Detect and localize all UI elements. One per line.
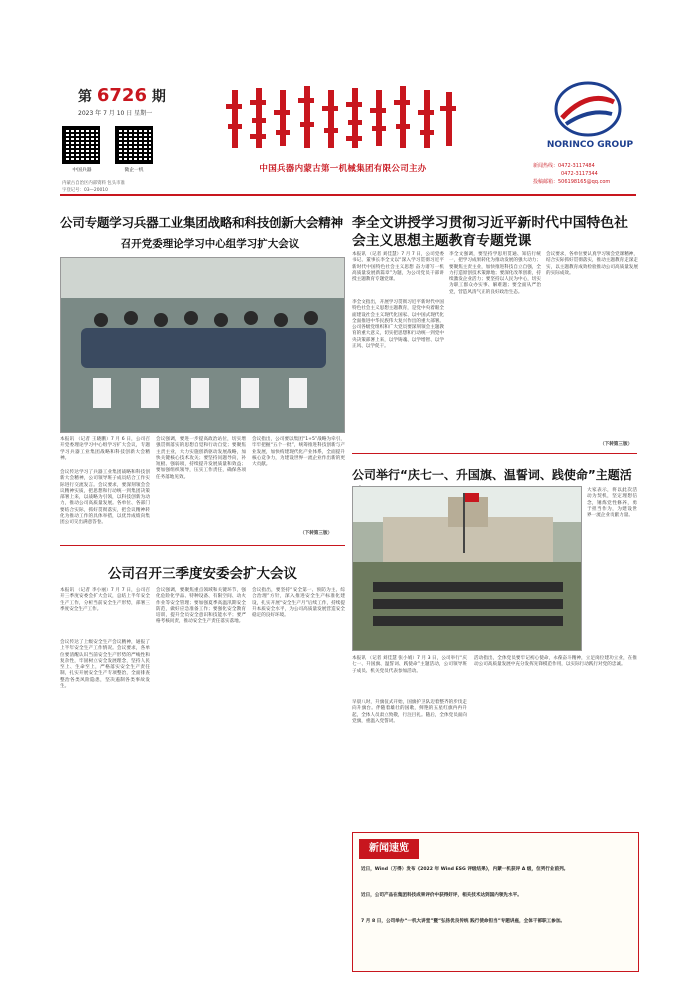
issue-suffix: 期 (151, 89, 166, 105)
article1-lead: 本报讯 （记者 王晓鹏）7 月 6 日，公司召开党委理论学习中心组学习扩大会议，专题学习兵器工业集团战略和科技创新大会精神。 (60, 437, 150, 461)
article4-col3: 大家表示，将以此次活动为契机，坚定理想信念，锤炼党性修养，勇于担当作为，为建设世界一流企业贡献力量。 (587, 488, 637, 519)
qr-code-right (115, 126, 153, 164)
article4-col2: 活动指出，全体党员要牢记初心使命，永葆奋斗精神，立足岗位建功立业，在推动公司高质量发展中充分发挥先锋模范作用，以实际行动践行对党的忠诚。 (474, 656, 637, 668)
norinco-logo-icon (548, 80, 628, 138)
article2-col3: 会议要求，各单位要认真学习领会党课精神，结合实际抓好贯彻落实，推动主题教育走深走实，以主题教育成效检验推动公司高质量发展的实际成效。 (546, 252, 638, 276)
article1-col1: 会议传达学习了兵器工业集团战略和科技创新大会精神，公司领导班子成员结合工作实际进行交流发言。会议要求，要深刻领会会议精神实质，把思想和行动统一到集团决策部署上来，以战略为引领，以科技创新为动力，推动公司高质量发展。各单位、各部门要结合实际，抓好贯彻落实，把会议精神转化为推动工作的具体举措，以优异成绩向集团公司交出满意答卷。 (60, 470, 150, 526)
contact-hotline-2: 0472-3117344 (561, 171, 598, 177)
masthead-divider (60, 194, 636, 196)
article1-continued: （下转第三版） (300, 531, 333, 536)
news-brief-box (352, 832, 639, 972)
article4-photo (352, 486, 582, 651)
contact-email: 投稿邮箱：506198165@qq.com (533, 179, 611, 185)
article2-continued: （下转第三版） (600, 442, 633, 447)
qr-right-label: 微企一机 (124, 168, 144, 173)
article1-col3: 会议指出，公司要以集团“1+5”战略为牵引，牢牢把握“五个一批”，统筹推进科技创新与产业发展，加快构建现代化产业体系，全面提升核心竞争力，为建设世界一流企业作出新的更大贡献。 (252, 437, 345, 468)
article2-lead: 本报讯 （记者 刘佳慧）7 月 7 日，公司党委书记、董事长李全文以“深入学习贯彻习近平新时代中国特色社会主义思想 奋力谱写一机高质量发展新篇章”为题，为公司党员干部讲授主题教育专题党课。 (352, 252, 444, 283)
news-brief-title: 新闻速览 (359, 839, 419, 859)
divider-2 (352, 453, 637, 454)
article4-lead: 本报讯 （记者 刘佳慧 张小娟）7 月 3 日，公司举行“庆七一、升国旗、温誓词、践使命”主题活动，公司领导班子成员、机关党员代表参加活动。 (352, 656, 467, 674)
article1-col2: 会议强调，要进一步提高政治站位，切实增强贯彻落实的思想自觉和行动自觉；要聚焦主责主业，大力实施创新驱动发展战略，加快关键核心技术攻关；要坚持问题导向，补短板、强弱项，持续提升发展质量和效益；要加强组织领导，压实工作责任，确保各项任务落地见效。 (156, 437, 246, 480)
article3-col2: 会议强调，要聚焦重点领域和关键环节，强化危险化学品、特种设备、有限空间、动火作业等安全管理；要加强夏季高温汛期安全防范，做好应急准备工作；要强化安全教育培训，提升全员安全意识和技能水平；要严格考核问责，推动安全生产责任落实落地。 (156, 588, 246, 625)
article4-col1: 早晨八时，升旗仪式开始，国旗护卫队迈着整齐的步伐走向升旗台。伴随着雄壮的国歌，鲜艳的五星红旗冉冉升起，全体人员肃立致敬，行注目礼。随后，全体党员面向党旗，重温入党誓词。 (352, 700, 467, 724)
article2-col2: 李全文强调，要坚持学思用贯通、知信行统一，把学习成果转化为推动发展的强大动力；要聚焦主责主业，加快推进科技自立自强，全力打造原创技术策源地；要深化改革创新，持续激发企业活力；要坚持以人民为中心，切实为职工群众办实事、解难题；要全面从严治党，营造风清气正的良好政治生态。 (449, 252, 541, 295)
issue-number: 6726 (96, 85, 147, 106)
article1-title: 公司专题学习兵器工业集团战略和科技创新大会精神 (60, 215, 343, 230)
article3-col3: 会议指出，要坚持“安全第一、预防为主、综合治理”方针，深入推进安全生产标准化建设，扎实开展“安全生产月”后续工作，持续提升本质安全水平，为公司高质量发展营造安全稳定的良好环境。 (252, 588, 345, 619)
article4-title: 公司举行“庆七一、升国旗、温誓词、践使命”主题活 (352, 468, 632, 482)
news-brief-item-1: 近日，Wind（万得）发布《2022 年 Wind ESG 评级结果》，内蒙一机获评 A 级，位列行业前列。 (361, 867, 569, 872)
qr-code-left (62, 126, 100, 164)
qr-left-label: 中国兵器 (72, 168, 92, 173)
article3-col1: 会议传达了上级安全生产会议精神，通报了上半年安全生产工作情况。会议要求，各单位要清醒认识当前安全生产形势的严峻性和复杂性，牢固树立安全发展理念，坚持人民至上、生命至上，严格落实安全生产责任制，扎实开展安全生产专项整治，全面排查整治各类风险隐患，坚决遏制各类事故发生。 (60, 640, 150, 690)
issue-prefix: 第 (78, 89, 92, 105)
issue-date: 2023 年 7 月 10 日 星期一 (78, 110, 153, 117)
mongolian-title-graphic (222, 80, 462, 155)
registration-1: 内蒙古自治区内部资料 包头市准 (62, 181, 125, 186)
divider-1 (60, 545, 345, 546)
issue-line (78, 85, 166, 106)
article3-title: 公司召开三季度安委会扩大会议 (108, 566, 297, 582)
registration-2: 字登记号：03—20010 (62, 188, 108, 193)
article1-subtitle: 召开党委理论学习中心组学习扩大会议 (120, 238, 300, 250)
logo-text: NORINCO GROUP (546, 140, 634, 150)
news-brief-item-3: 7 月 8 日，公司举办“一机大讲堂”暨“弘扬优良传统 践行使命担当”专题讲座，全体干部职工参加。 (361, 919, 566, 924)
article3-lead: 本报讯 （记者 李小丽）7 月 7 日，公司召开三季度安委会扩大会议，总结上半年安全生产工作，分析当前安全生产形势，部署三季度安全生产工作。 (60, 588, 150, 612)
contact-hotline: 新闻热线：0472-3117484 (533, 163, 595, 169)
news-brief-item-2: 近日，公司产品在集团科技成果评价中获得好评，相关技术达到国内领先水平。 (361, 893, 522, 898)
publisher: 中国兵器内蒙古第一机械集团有限公司主办 (259, 164, 427, 174)
article2-title: 李全文讲授学习贯彻习近平新时代中国特色社会主义思想主题教育专题党课 (352, 215, 628, 249)
contact-block (533, 162, 610, 186)
article2-col1: 李全文指出，开展学习贯彻习近平新时代中国特色社会主义思想主题教育，是党中央着眼全面建设社会主义现代化国家、以中国式现代化全面推进中华民族伟大复兴作出的重大部署。公司各级党组织和广大党员要深刻领会主题教育的重大意义，切实把思想和行动统一到党中央决策部署上来，以学铸魂、以学增智、以学正风、以学促干。 (352, 300, 444, 350)
article1-photo (60, 257, 345, 433)
